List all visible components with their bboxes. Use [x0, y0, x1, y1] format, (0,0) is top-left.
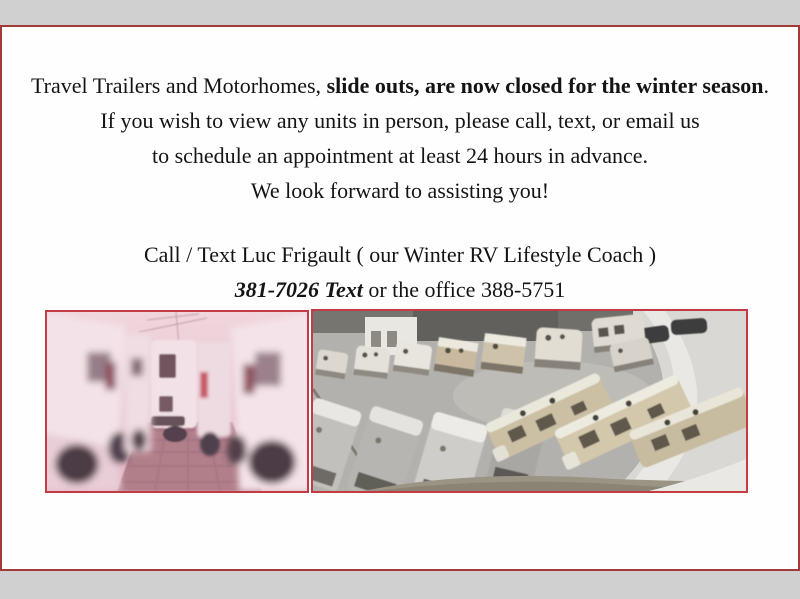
notice-line-1-bold: slide outs, are now closed for the winter season [326, 73, 764, 98]
phone-line-rest: or the office 388-5751 [362, 277, 566, 302]
notice-line-3: to schedule an appointment at least 24 hours in advance. [151, 143, 649, 168]
notice-line-2: If you wish to view any units in person, please call, text, or email us [100, 108, 700, 133]
rv-aisle-illustration [47, 312, 307, 491]
phone-number-text: 381-7026 Text [234, 277, 363, 302]
photo-rv-lot-aerial [311, 309, 748, 493]
phone-line [2, 272, 798, 307]
notice-line-1-period: . [763, 73, 770, 98]
photo-rv-aisle-pink [45, 310, 309, 493]
notice-line-1-regular: Travel Trailers and Motorhomes, [30, 73, 327, 98]
contact-line: Call / Text Luc Frigault ( our Winter RV Lifestyle Coach ) [143, 242, 657, 267]
rv-lot-illustration [313, 311, 746, 491]
notice-text-block [2, 27, 798, 307]
notice-line-1 [2, 68, 798, 103]
notice-line-4: We look forward to assisting you! [250, 178, 550, 203]
notice-spacer [2, 208, 798, 237]
